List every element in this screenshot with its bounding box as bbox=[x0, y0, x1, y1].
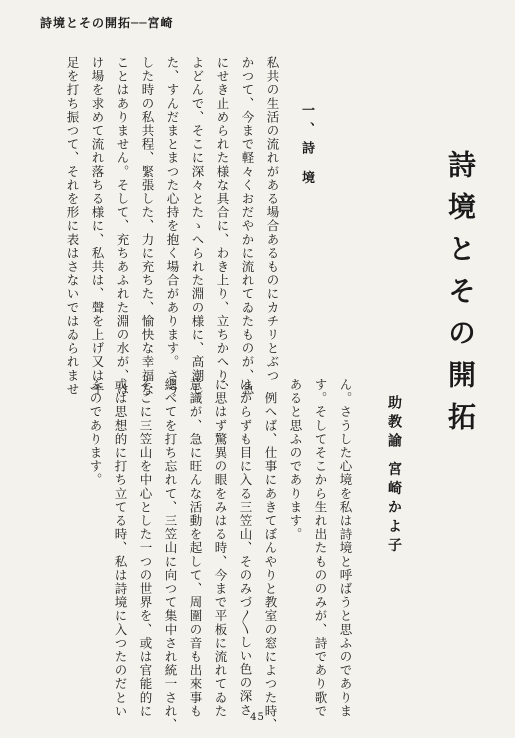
body-line: にせき止められた様な具合に、わき上り、立ちかへり、 bbox=[215, 56, 230, 396]
article-title: 詩境とその開拓 bbox=[444, 150, 477, 444]
body-line: あると思ふのであります。 bbox=[288, 378, 303, 542]
body-line: 總べてを打ち忘れて、三笠山に向つて集中され統一され、 bbox=[163, 378, 178, 732]
body-line: ん。さうした心境を私は詩境と呼ばうと思ふのでありま bbox=[338, 378, 353, 718]
body-line: に思はず驚異の眼をみはる時、今まで平板に流れてゐた bbox=[213, 378, 228, 718]
body-line: た、すんだまとまつた心持を抱く場合があります。さう bbox=[165, 56, 180, 396]
body-line: 私共の生活の流れがある場合あるものにカチリとぶつ bbox=[265, 56, 280, 383]
body-line: した時の私共程、緊張した、力に充ちた、愉快な幸福な bbox=[140, 56, 155, 396]
author-byline: 助教諭 宮崎かよ子 bbox=[386, 395, 402, 557]
body-line: 或は思想的に打ち立てる時、私は詩境に入つたのだとい bbox=[113, 378, 128, 718]
body-line: す。そしてそこから生れ出たもののみが、詩であり歌で bbox=[313, 378, 328, 718]
body-line: ことはありません。そして、充ちあふれた淵の水が、は bbox=[115, 56, 130, 396]
page-number: 45 bbox=[250, 712, 265, 723]
body-line: そこに三笠山を中心とした一つの世界を、或は官能的に bbox=[138, 378, 153, 718]
body-line: け場を求めて流れ落ちる様に、私共は、聲を上げ又は手 bbox=[90, 56, 105, 396]
body-line: 例へば、仕事にあきてぼんやりと教室の窓によつた時、 bbox=[263, 378, 278, 732]
body-line: よどんで、そこに深々とたゝへられた淵の様に、高潮し bbox=[190, 56, 205, 396]
section-heading: 一、詩 境 bbox=[299, 103, 314, 190]
body-line: ふのであります。 bbox=[88, 378, 103, 487]
body-line: 足を打ち振つて、それを形に表はさないではゐられませ bbox=[65, 56, 80, 396]
body-line: かつて、今まで軽々くおだやかに流れてゐたものが、急 bbox=[240, 56, 255, 396]
body-line: はからずも目に入る三笠山、そのみづ〳〵しい色の深さ bbox=[238, 378, 253, 717]
running-head: 詩境とその開拓──宮崎 bbox=[40, 16, 174, 30]
body-line: 意識が、急に旺んな活動を起して、周圍の音も出來事も bbox=[188, 378, 203, 718]
